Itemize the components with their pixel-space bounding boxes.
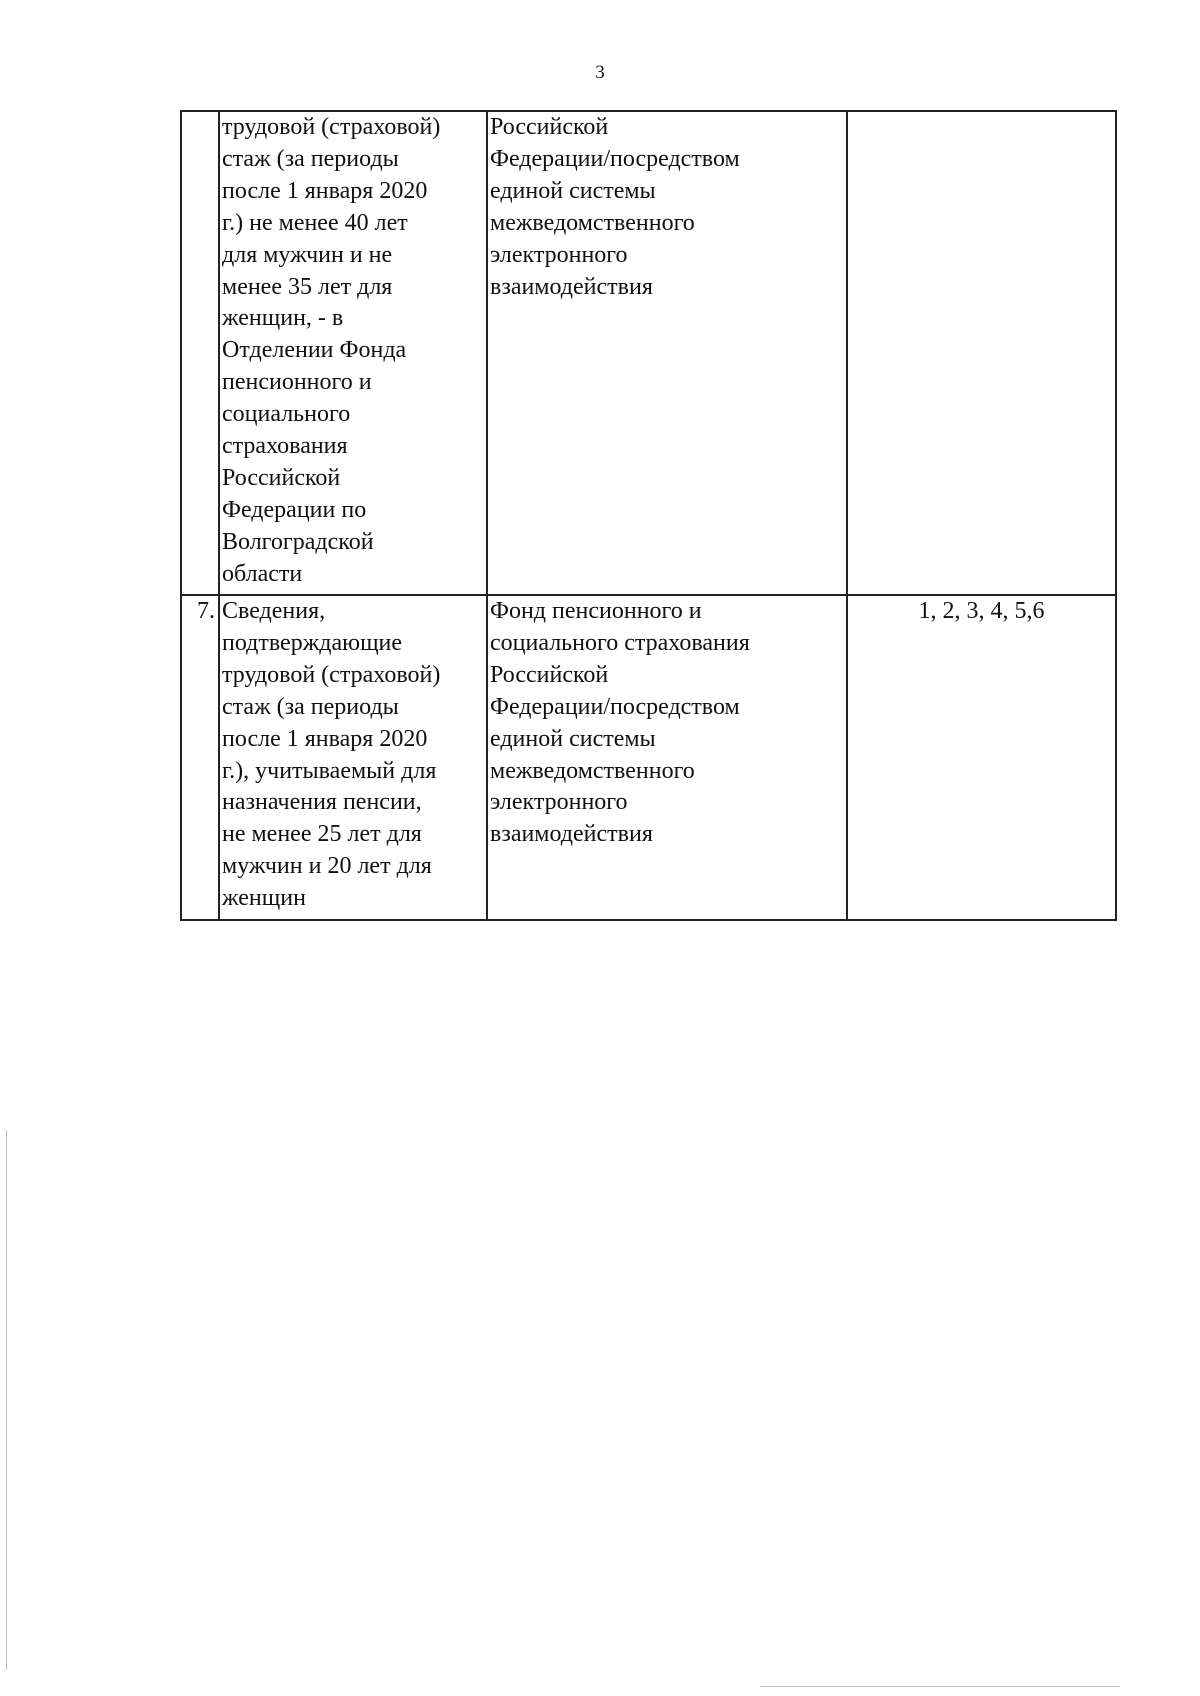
cell-text-line: Российской xyxy=(222,464,341,491)
cell-text-line: назначения пенсии, xyxy=(222,789,422,816)
cell-text-line: для мужчин и не xyxy=(222,241,393,268)
reference-cell xyxy=(847,111,1116,595)
cell-text-line: взаимодействия xyxy=(490,821,653,848)
cell-text-line: после 1 января 2020 xyxy=(222,725,428,752)
page-number: 3 xyxy=(595,62,605,83)
cell-text-line: Фонд пенсионного и xyxy=(490,598,702,624)
cell-text-line: пенсионного и xyxy=(222,369,372,396)
cell-text-line: мужчин и 20 лет для xyxy=(222,853,432,880)
source-cell xyxy=(487,595,847,920)
cell-text-line: единой системы xyxy=(490,177,656,204)
cell-text-line: стаж (за периоды xyxy=(222,145,399,172)
cell-text-line: г.), учитываемый для xyxy=(222,757,437,784)
scan-edge-mark xyxy=(6,1130,7,1670)
reference-cell: 1, 2, 3, 4, 5,6 xyxy=(847,595,1116,920)
cell-text-line: не менее 25 лет для xyxy=(222,821,422,848)
documents-table xyxy=(180,110,1117,921)
row-number-cell xyxy=(181,111,219,595)
cell-text-line: межведомственного xyxy=(490,757,695,784)
source-cell xyxy=(487,111,847,595)
cell-text-line: единой системы xyxy=(490,725,656,752)
cell-text-line: г.) не менее 40 лет xyxy=(222,209,408,236)
cell-text-line: Российской xyxy=(490,661,609,688)
cell-text-line: электронного xyxy=(490,789,628,816)
cell-text-line: подтверждающие xyxy=(222,629,403,656)
document-name-cell xyxy=(219,111,487,595)
row-number-cell: 7. xyxy=(181,595,219,920)
cell-text-line: Отделении Фонда xyxy=(222,337,407,364)
cell-text-line: после 1 января 2020 xyxy=(222,177,428,204)
table-row xyxy=(181,595,1116,920)
cell-text-line: женщин, - в xyxy=(222,305,344,332)
cell-text-line: социального xyxy=(222,401,351,428)
cell-text-line: стаж (за периоды xyxy=(222,693,399,720)
cell-text-line: Федерации/посредством xyxy=(490,693,740,720)
cell-text-line: Федерации/посредством xyxy=(490,145,740,172)
cell-text-line: области xyxy=(222,560,303,587)
cell-text-line: женщин xyxy=(222,885,306,912)
scan-edge-mark xyxy=(760,1686,1120,1687)
cell-text-line: электронного xyxy=(490,241,628,268)
cell-text-line: Российской xyxy=(490,114,609,140)
table-row xyxy=(181,111,1116,595)
cell-text-line: Сведения, xyxy=(222,598,326,624)
document-name-cell xyxy=(219,595,487,920)
cell-text-line: взаимодействия xyxy=(490,273,653,300)
cell-text-line: Федерации по xyxy=(222,496,367,523)
cell-text-line: трудовой (страховой) xyxy=(222,114,441,140)
cell-text-line: трудовой (страховой) xyxy=(222,661,441,688)
cell-text-line: социального страхования xyxy=(490,629,750,656)
cell-text-line: менее 35 лет для xyxy=(222,273,393,300)
cell-text-line: страхования xyxy=(222,433,348,460)
cell-text-line: Волгоградской xyxy=(222,528,374,555)
cell-text-line: межведомственного xyxy=(490,209,695,236)
